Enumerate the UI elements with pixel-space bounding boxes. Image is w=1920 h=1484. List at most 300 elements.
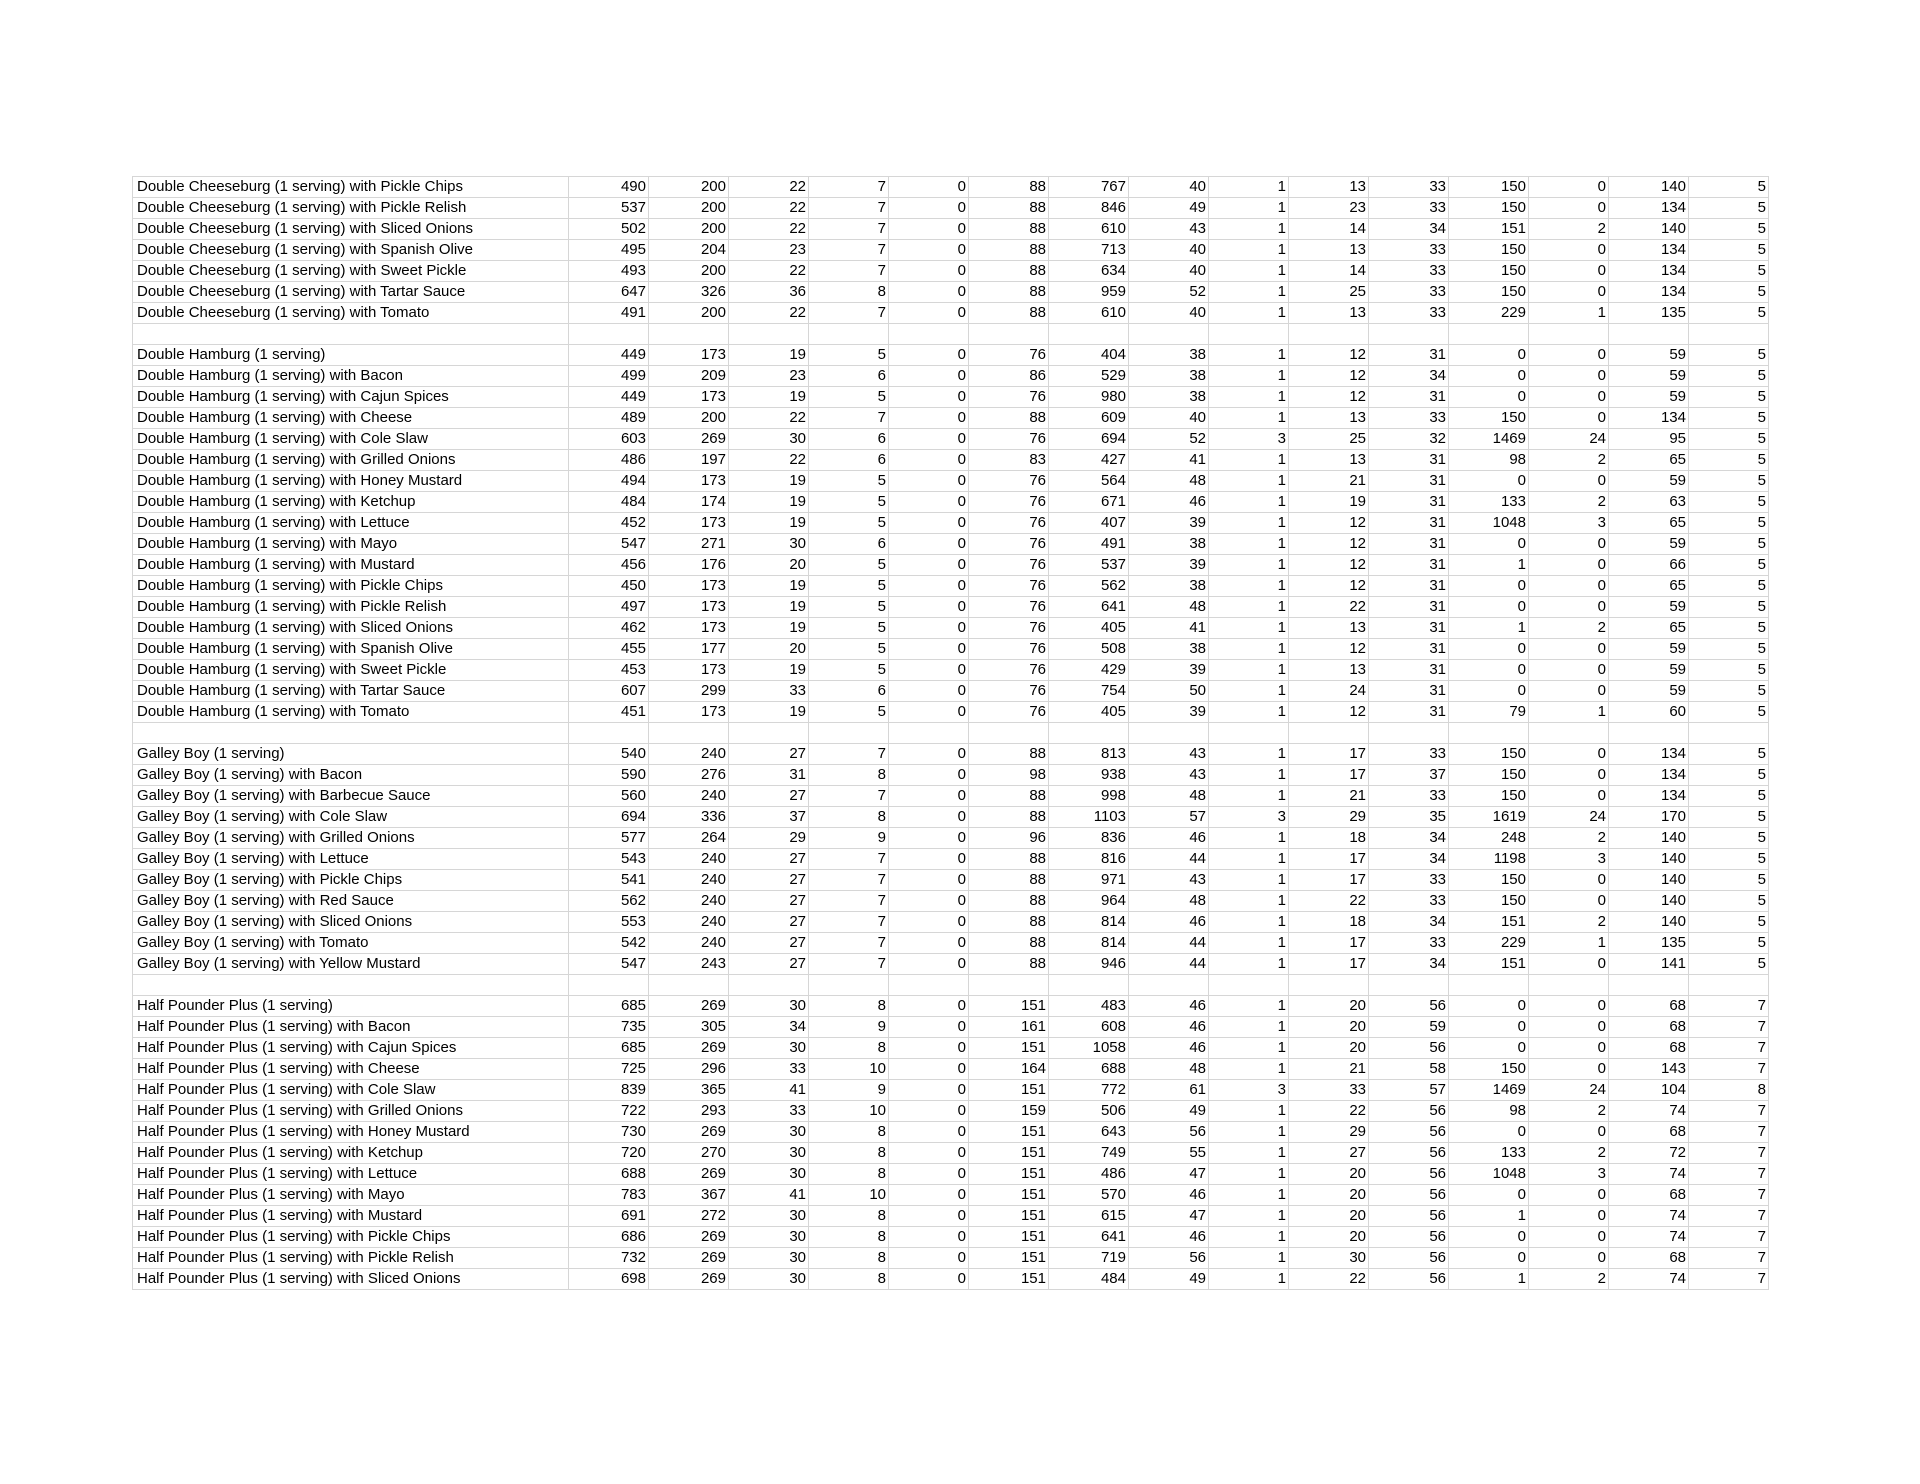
value-cell: 0 <box>1529 681 1609 702</box>
item-name-cell: Double Hamburg (1 serving) with Cheese <box>133 408 569 429</box>
value-cell: 57 <box>1129 807 1209 828</box>
value-cell: 570 <box>1049 1185 1129 1206</box>
value-cell: 19 <box>729 471 809 492</box>
value-cell: 562 <box>1049 576 1129 597</box>
value-cell: 46 <box>1129 996 1209 1017</box>
value-cell: 98 <box>1449 450 1529 471</box>
value-cell: 688 <box>569 1164 649 1185</box>
value-cell: 17 <box>1289 870 1369 891</box>
value-cell: 5 <box>1689 933 1769 954</box>
value-cell: 76 <box>969 471 1049 492</box>
value-cell: 20 <box>1289 1017 1369 1038</box>
value-cell: 814 <box>1049 933 1129 954</box>
value-cell: 59 <box>1609 387 1689 408</box>
table-row <box>133 849 1769 870</box>
value-cell <box>569 723 649 744</box>
value-cell: 0 <box>889 1080 969 1101</box>
value-cell: 30 <box>729 1206 809 1227</box>
value-cell: 170 <box>1609 807 1689 828</box>
value-cell: 0 <box>1449 681 1529 702</box>
value-cell: 151 <box>969 1080 1049 1101</box>
value-cell: 846 <box>1049 198 1129 219</box>
value-cell: 1 <box>1209 597 1289 618</box>
value-cell: 5 <box>1689 177 1769 198</box>
value-cell: 8 <box>809 1122 889 1143</box>
value-cell: 173 <box>649 618 729 639</box>
value-cell: 3 <box>1209 1080 1289 1101</box>
value-cell: 61 <box>1129 1080 1209 1101</box>
value-cell: 50 <box>1129 681 1209 702</box>
value-cell: 685 <box>569 1038 649 1059</box>
value-cell: 404 <box>1049 345 1129 366</box>
value-cell <box>1369 723 1449 744</box>
item-name-cell: Double Hamburg (1 serving) <box>133 345 569 366</box>
value-cell: 20 <box>1289 996 1369 1017</box>
value-cell: 451 <box>569 702 649 723</box>
value-cell: 783 <box>569 1185 649 1206</box>
value-cell: 56 <box>1129 1248 1209 1269</box>
value-cell: 83 <box>969 450 1049 471</box>
value-cell: 151 <box>969 1185 1049 1206</box>
value-cell: 200 <box>649 219 729 240</box>
value-cell: 0 <box>889 450 969 471</box>
value-cell: 1 <box>1209 1185 1289 1206</box>
value-cell: 31 <box>1369 576 1449 597</box>
value-cell: 5 <box>809 702 889 723</box>
value-cell: 34 <box>1369 828 1449 849</box>
value-cell: 610 <box>1049 219 1129 240</box>
value-cell: 74 <box>1609 1227 1689 1248</box>
table-row <box>133 282 1769 303</box>
value-cell: 0 <box>889 702 969 723</box>
value-cell: 7 <box>1689 1164 1769 1185</box>
item-name-cell: Double Cheeseburg (1 serving) with Sliced Onions <box>133 219 569 240</box>
value-cell: 6 <box>809 534 889 555</box>
value-cell: 269 <box>649 1164 729 1185</box>
value-cell: 754 <box>1049 681 1129 702</box>
value-cell: 44 <box>1129 933 1209 954</box>
value-cell: 76 <box>969 492 1049 513</box>
value-cell: 959 <box>1049 282 1129 303</box>
value-cell: 30 <box>729 1248 809 1269</box>
value-cell: 33 <box>1369 261 1449 282</box>
value-cell: 0 <box>1529 786 1609 807</box>
value-cell: 151 <box>969 1269 1049 1290</box>
value-cell: 0 <box>889 198 969 219</box>
table-row <box>133 576 1769 597</box>
value-cell: 74 <box>1609 1164 1689 1185</box>
table-row <box>133 1017 1769 1038</box>
value-cell: 537 <box>569 198 649 219</box>
value-cell: 2 <box>1529 492 1609 513</box>
table-row <box>133 261 1769 282</box>
item-name-cell: Double Hamburg (1 serving) with Sliced Onions <box>133 618 569 639</box>
value-cell: 41 <box>729 1185 809 1206</box>
value-cell: 76 <box>969 618 1049 639</box>
spacer-row <box>133 324 1769 345</box>
value-cell: 34 <box>729 1017 809 1038</box>
value-cell <box>809 975 889 996</box>
value-cell: 0 <box>889 177 969 198</box>
value-cell: 13 <box>1289 450 1369 471</box>
value-cell: 65 <box>1609 513 1689 534</box>
value-cell: 1 <box>1209 660 1289 681</box>
value-cell <box>969 975 1049 996</box>
value-cell: 1 <box>1209 954 1289 975</box>
value-cell: 33 <box>1369 198 1449 219</box>
value-cell: 5 <box>1689 387 1769 408</box>
value-cell: 1058 <box>1049 1038 1129 1059</box>
value-cell: 0 <box>1529 471 1609 492</box>
value-cell: 151 <box>969 996 1049 1017</box>
value-cell: 74 <box>1609 1101 1689 1122</box>
value-cell: 31 <box>1369 681 1449 702</box>
value-cell: 34 <box>1369 912 1449 933</box>
table-row <box>133 1059 1769 1080</box>
value-cell: 0 <box>889 429 969 450</box>
value-cell: 0 <box>889 786 969 807</box>
item-name-cell: Double Hamburg (1 serving) with Tartar Sauce <box>133 681 569 702</box>
value-cell: 76 <box>969 660 1049 681</box>
item-name-cell: Double Cheeseburg (1 serving) with Tartar Sauce <box>133 282 569 303</box>
value-cell: 134 <box>1609 198 1689 219</box>
value-cell: 164 <box>969 1059 1049 1080</box>
value-cell: 140 <box>1609 828 1689 849</box>
value-cell: 946 <box>1049 954 1129 975</box>
value-cell: 365 <box>649 1080 729 1101</box>
value-cell <box>729 723 809 744</box>
value-cell: 56 <box>1129 1122 1209 1143</box>
value-cell: 30 <box>729 534 809 555</box>
value-cell <box>809 324 889 345</box>
value-cell: 33 <box>1369 177 1449 198</box>
value-cell: 151 <box>969 1206 1049 1227</box>
value-cell: 0 <box>1529 261 1609 282</box>
value-cell: 98 <box>1449 1101 1529 1122</box>
value-cell: 971 <box>1049 870 1129 891</box>
value-cell: 0 <box>1529 765 1609 786</box>
value-cell: 20 <box>1289 1227 1369 1248</box>
value-cell: 33 <box>1369 891 1449 912</box>
value-cell <box>649 975 729 996</box>
value-cell: 56 <box>1369 1227 1449 1248</box>
value-cell: 1 <box>1209 471 1289 492</box>
value-cell: 48 <box>1129 471 1209 492</box>
value-cell: 173 <box>649 387 729 408</box>
value-cell: 240 <box>649 933 729 954</box>
value-cell: 5 <box>809 618 889 639</box>
value-cell: 0 <box>889 1185 969 1206</box>
value-cell: 56 <box>1369 1122 1449 1143</box>
value-cell: 12 <box>1289 345 1369 366</box>
value-cell: 0 <box>1529 177 1609 198</box>
table-row <box>133 1164 1769 1185</box>
value-cell: 56 <box>1369 1101 1449 1122</box>
value-cell: 31 <box>1369 471 1449 492</box>
value-cell: 456 <box>569 555 649 576</box>
value-cell: 143 <box>1609 1059 1689 1080</box>
value-cell: 5 <box>1689 555 1769 576</box>
value-cell: 0 <box>889 282 969 303</box>
value-cell: 23 <box>729 366 809 387</box>
value-cell: 30 <box>1289 1248 1369 1269</box>
value-cell: 0 <box>889 345 969 366</box>
value-cell: 31 <box>1369 450 1449 471</box>
value-cell: 14 <box>1289 261 1369 282</box>
value-cell: 5 <box>1689 240 1769 261</box>
value-cell: 5 <box>809 387 889 408</box>
value-cell: 150 <box>1449 282 1529 303</box>
value-cell: 39 <box>1129 555 1209 576</box>
table-row <box>133 387 1769 408</box>
value-cell: 816 <box>1049 849 1129 870</box>
value-cell: 497 <box>569 597 649 618</box>
table-row <box>133 996 1769 1017</box>
value-cell: 6 <box>809 429 889 450</box>
value-cell: 74 <box>1609 1206 1689 1227</box>
value-cell: 229 <box>1449 933 1529 954</box>
value-cell: 7 <box>809 219 889 240</box>
value-cell: 0 <box>889 555 969 576</box>
value-cell: 49 <box>1129 1101 1209 1122</box>
value-cell: 21 <box>1289 1059 1369 1080</box>
value-cell: 836 <box>1049 828 1129 849</box>
value-cell: 0 <box>1449 996 1529 1017</box>
value-cell: 31 <box>1369 618 1449 639</box>
value-cell: 41 <box>729 1080 809 1101</box>
value-cell: 839 <box>569 1080 649 1101</box>
value-cell: 150 <box>1449 240 1529 261</box>
value-cell: 293 <box>649 1101 729 1122</box>
value-cell: 7 <box>809 954 889 975</box>
value-cell <box>1609 975 1689 996</box>
value-cell: 2 <box>1529 219 1609 240</box>
value-cell: 0 <box>1529 198 1609 219</box>
item-name-cell: Galley Boy (1 serving) with Red Sauce <box>133 891 569 912</box>
value-cell: 46 <box>1129 1227 1209 1248</box>
value-cell: 0 <box>1529 1227 1609 1248</box>
nutrition-table-body <box>133 177 1769 1290</box>
item-name-cell: Double Hamburg (1 serving) with Tomato <box>133 702 569 723</box>
value-cell: 1 <box>1449 1206 1529 1227</box>
value-cell: 134 <box>1609 765 1689 786</box>
value-cell: 17 <box>1289 954 1369 975</box>
value-cell: 7 <box>1689 996 1769 1017</box>
value-cell: 134 <box>1609 240 1689 261</box>
value-cell: 88 <box>969 891 1049 912</box>
value-cell: 3 <box>1529 849 1609 870</box>
value-cell: 140 <box>1609 870 1689 891</box>
value-cell: 37 <box>1369 765 1449 786</box>
value-cell: 23 <box>1289 198 1369 219</box>
value-cell <box>1529 324 1609 345</box>
value-cell: 31 <box>1369 702 1449 723</box>
value-cell: 688 <box>1049 1059 1129 1080</box>
item-name-cell: Galley Boy (1 serving) with Barbecue Sauce <box>133 786 569 807</box>
value-cell: 76 <box>969 576 1049 597</box>
item-name-cell: Galley Boy (1 serving) with Pickle Chips <box>133 870 569 891</box>
value-cell: 449 <box>569 387 649 408</box>
nutrition-table <box>132 176 1769 1290</box>
value-cell: 43 <box>1129 765 1209 786</box>
value-cell <box>1049 723 1129 744</box>
value-cell: 0 <box>1529 1185 1609 1206</box>
value-cell: 88 <box>969 261 1049 282</box>
value-cell: 46 <box>1129 1038 1209 1059</box>
value-cell: 46 <box>1129 1185 1209 1206</box>
value-cell: 7 <box>1689 1227 1769 1248</box>
value-cell: 641 <box>1049 1227 1129 1248</box>
value-cell: 150 <box>1449 765 1529 786</box>
value-cell: 30 <box>729 1164 809 1185</box>
value-cell: 197 <box>649 450 729 471</box>
value-cell: 140 <box>1609 177 1689 198</box>
value-cell: 17 <box>1289 765 1369 786</box>
value-cell: 159 <box>969 1101 1049 1122</box>
value-cell: 12 <box>1289 555 1369 576</box>
value-cell: 0 <box>1449 345 1529 366</box>
value-cell <box>1129 723 1209 744</box>
value-cell: 173 <box>649 345 729 366</box>
item-name-cell: Double Hamburg (1 serving) with Honey Mustard <box>133 471 569 492</box>
value-cell: 0 <box>1529 282 1609 303</box>
value-cell: 40 <box>1129 261 1209 282</box>
value-cell: 691 <box>569 1206 649 1227</box>
value-cell <box>1609 723 1689 744</box>
value-cell: 1 <box>1209 639 1289 660</box>
value-cell: 1103 <box>1049 807 1129 828</box>
table-row <box>133 345 1769 366</box>
value-cell <box>809 723 889 744</box>
value-cell: 0 <box>889 219 969 240</box>
value-cell: 1 <box>1529 933 1609 954</box>
value-cell: 140 <box>1609 849 1689 870</box>
value-cell: 173 <box>649 702 729 723</box>
value-cell: 5 <box>1689 576 1769 597</box>
value-cell: 0 <box>889 1269 969 1290</box>
value-cell: 33 <box>1289 1080 1369 1101</box>
value-cell: 814 <box>1049 912 1129 933</box>
value-cell: 76 <box>969 345 1049 366</box>
spacer-row <box>133 975 1769 996</box>
value-cell: 48 <box>1129 1059 1209 1080</box>
value-cell: 1 <box>1209 366 1289 387</box>
value-cell: 0 <box>1449 1038 1529 1059</box>
value-cell: 44 <box>1129 849 1209 870</box>
value-cell: 271 <box>649 534 729 555</box>
value-cell: 17 <box>1289 933 1369 954</box>
value-cell: 9 <box>809 1080 889 1101</box>
value-cell: 151 <box>969 1248 1049 1269</box>
value-cell: 31 <box>1369 534 1449 555</box>
value-cell: 18 <box>1289 912 1369 933</box>
value-cell: 0 <box>1449 1248 1529 1269</box>
value-cell: 65 <box>1609 618 1689 639</box>
value-cell: 1 <box>1449 1269 1529 1290</box>
value-cell: 8 <box>809 807 889 828</box>
value-cell: 1 <box>1209 828 1289 849</box>
value-cell: 450 <box>569 576 649 597</box>
value-cell: 486 <box>569 450 649 471</box>
value-cell: 5 <box>1689 366 1769 387</box>
value-cell: 31 <box>1369 387 1449 408</box>
value-cell: 19 <box>729 345 809 366</box>
value-cell: 537 <box>1049 555 1129 576</box>
value-cell: 74 <box>1609 1269 1689 1290</box>
value-cell: 88 <box>969 282 1049 303</box>
value-cell: 134 <box>1609 282 1689 303</box>
value-cell: 141 <box>1609 954 1689 975</box>
value-cell: 720 <box>569 1143 649 1164</box>
value-cell: 5 <box>1689 912 1769 933</box>
value-cell: 38 <box>1129 639 1209 660</box>
value-cell: 269 <box>649 1038 729 1059</box>
value-cell: 150 <box>1449 891 1529 912</box>
value-cell: 427 <box>1049 450 1129 471</box>
value-cell: 5 <box>1689 408 1769 429</box>
value-cell: 86 <box>969 366 1049 387</box>
value-cell: 0 <box>1529 555 1609 576</box>
value-cell: 698 <box>569 1269 649 1290</box>
value-cell: 12 <box>1289 576 1369 597</box>
value-cell: 607 <box>569 681 649 702</box>
value-cell: 30 <box>729 429 809 450</box>
value-cell: 1 <box>1209 240 1289 261</box>
value-cell: 56 <box>1369 1164 1449 1185</box>
value-cell: 33 <box>1369 744 1449 765</box>
value-cell: 48 <box>1129 597 1209 618</box>
value-cell: 5 <box>809 492 889 513</box>
value-cell: 0 <box>1449 1017 1529 1038</box>
item-name-cell: Double Cheeseburg (1 serving) with Pickle Chips <box>133 177 569 198</box>
value-cell: 8 <box>809 1143 889 1164</box>
value-cell: 22 <box>729 408 809 429</box>
value-cell: 2 <box>1529 618 1609 639</box>
value-cell: 0 <box>1529 1206 1609 1227</box>
value-cell: 56 <box>1369 1269 1449 1290</box>
value-cell: 449 <box>569 345 649 366</box>
table-row <box>133 1038 1769 1059</box>
value-cell: 1 <box>1209 849 1289 870</box>
value-cell: 140 <box>1609 219 1689 240</box>
item-name-cell: Double Hamburg (1 serving) with Pickle Chips <box>133 576 569 597</box>
value-cell: 22 <box>729 198 809 219</box>
value-cell: 68 <box>1609 1248 1689 1269</box>
value-cell: 264 <box>649 828 729 849</box>
table-row <box>133 198 1769 219</box>
value-cell <box>649 723 729 744</box>
value-cell: 38 <box>1129 534 1209 555</box>
value-cell: 68 <box>1609 1185 1689 1206</box>
value-cell <box>1209 975 1289 996</box>
value-cell: 43 <box>1129 744 1209 765</box>
value-cell: 46 <box>1129 492 1209 513</box>
value-cell: 0 <box>889 849 969 870</box>
value-cell: 52 <box>1129 282 1209 303</box>
value-cell: 5 <box>1689 660 1769 681</box>
value-cell: 173 <box>649 471 729 492</box>
value-cell: 88 <box>969 870 1049 891</box>
value-cell: 0 <box>889 261 969 282</box>
item-name-cell: Galley Boy (1 serving) with Lettuce <box>133 849 569 870</box>
value-cell: 134 <box>1609 408 1689 429</box>
table-row <box>133 828 1769 849</box>
value-cell: 336 <box>649 807 729 828</box>
value-cell: 30 <box>729 1143 809 1164</box>
item-name-cell: Double Hamburg (1 serving) with Grilled Onions <box>133 450 569 471</box>
value-cell: 96 <box>969 828 1049 849</box>
value-cell: 1 <box>1209 576 1289 597</box>
